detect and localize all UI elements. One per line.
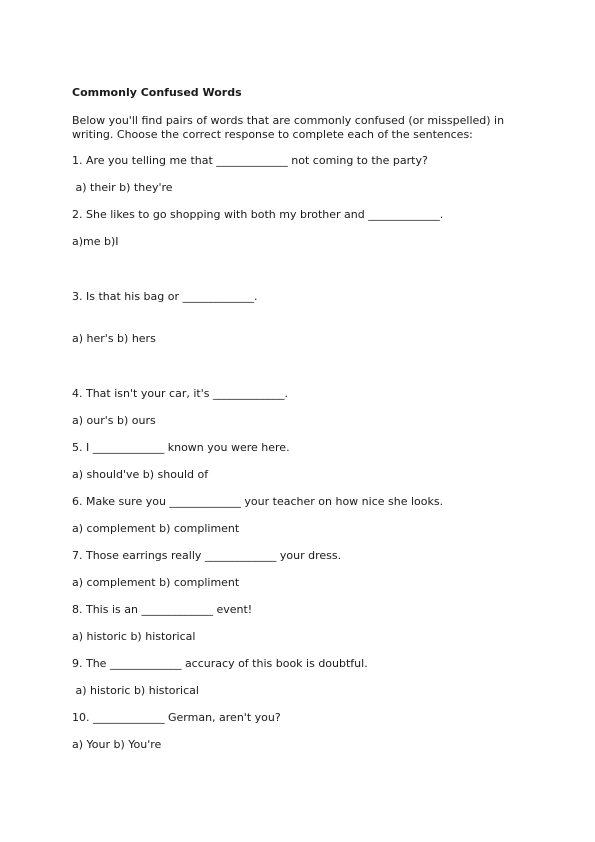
question-5: 5. I _____________ known you were here. <box>72 441 290 454</box>
options-1: a) their b) they're <box>72 181 173 194</box>
options-8: a) historic b) historical <box>72 630 196 643</box>
question-6: 6. Make sure you _____________ your teacher on how nice she looks. <box>72 495 444 508</box>
options-9: a) historic b) historical <box>72 684 199 697</box>
question-8: 8. This is an _____________ event! <box>72 603 253 616</box>
question-3-block <box>72 262 542 374</box>
question-4: 4. That isn't your car, it's _____________. <box>72 387 288 400</box>
question-10: 10. _____________ German, aren't you? <box>72 711 281 724</box>
options-5: a) should've b) should of <box>72 468 209 481</box>
options-4: a) our's b) ours <box>72 414 156 427</box>
options-6: a) complement b) compliment <box>72 522 240 535</box>
question-7: 7. Those earrings really _____________ your dress. <box>72 549 342 562</box>
question-9: 9. The _____________ accuracy of this book is doubtful. <box>72 657 368 670</box>
question-2: 2. She likes to go shopping with both my brother and _____________. <box>72 208 444 221</box>
question-3: 3. Is that his bag or _____________. <box>72 290 258 303</box>
worksheet-content <box>72 86 542 765</box>
options-3: a) her's b) hers <box>72 332 156 345</box>
worksheet-intro: Below you'll find pairs of words that are commonly confused (or misspelled) in writing. Choose the correct response to complete each of the sentences: <box>72 114 505 141</box>
worksheet-title: Commonly Confused Words <box>72 86 242 99</box>
options-10: a) Your b) You're <box>72 738 162 751</box>
options-7: a) complement b) compliment <box>72 576 240 589</box>
question-1: 1. Are you telling me that _____________ not coming to the party? <box>72 154 428 167</box>
options-2: a)me b)I <box>72 235 119 248</box>
